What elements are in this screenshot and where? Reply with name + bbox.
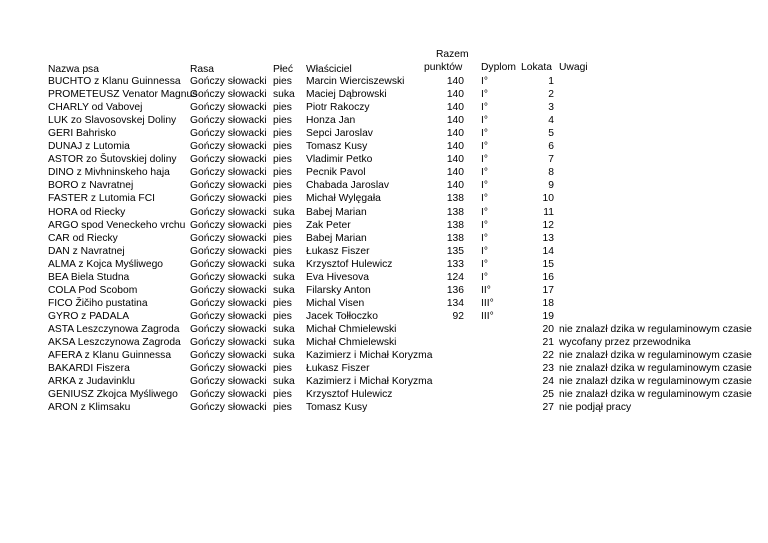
cell-points: 134 — [446, 297, 464, 309]
cell-diploma: I° — [481, 206, 488, 218]
cell-dog-name: LUK zo Slavosovskej Doliny — [48, 115, 177, 127]
cell-owner: Jacek Tołłoczko — [306, 310, 378, 322]
cell-diploma: I° — [481, 141, 488, 153]
cell-owner: Filarsky Anton — [306, 284, 371, 296]
cell-owner: Tomasz Kusy — [306, 141, 368, 153]
cell-sex: suka — [273, 284, 295, 296]
cell-notes: nie znalazł dzika w regulaminowym czasie — [559, 363, 752, 375]
cell-sex: pies — [273, 167, 292, 179]
cell-notes: wycofany przez przewodnika — [559, 337, 691, 348]
cell-diploma: I° — [481, 271, 488, 283]
cell-owner: Maciej Dąbrowski — [306, 89, 387, 101]
header-points-line1: Razem — [436, 49, 469, 60]
cell-dog-name: DINO z Mivhninskeho haja — [48, 167, 170, 179]
cell-sex: pies — [273, 363, 292, 375]
cell-place: 15 — [542, 258, 554, 270]
cell-place: 25 — [542, 389, 554, 401]
cell-sex: suka — [273, 89, 295, 101]
cell-breed: Gończy słowacki — [190, 350, 267, 362]
cell-points: 136 — [446, 284, 464, 296]
table-row — [0, 271, 768, 284]
cell-diploma: I° — [481, 89, 488, 101]
cell-points: 140 — [446, 141, 464, 153]
table-row — [0, 310, 768, 323]
header-points-line2: punktów — [424, 62, 463, 73]
cell-points: 140 — [446, 128, 464, 140]
cell-breed: Gończy słowacki — [190, 389, 267, 401]
cell-place: 23 — [542, 363, 554, 375]
cell-points: 92 — [452, 310, 464, 322]
cell-place: 11 — [543, 206, 554, 218]
cell-breed: Gończy słowacki — [190, 193, 267, 205]
cell-owner: Kazimierz i Michał Koryzma — [306, 350, 433, 362]
cell-diploma: I° — [481, 167, 488, 179]
table-row — [0, 388, 768, 401]
cell-notes: nie znalazł dzika w regulaminowym czasie — [559, 350, 752, 362]
cell-owner: Eva Hivesova — [306, 271, 369, 283]
table-row — [0, 258, 768, 271]
cell-place: 6 — [548, 141, 554, 153]
cell-place: 22 — [542, 350, 554, 362]
cell-sex: pies — [273, 128, 292, 140]
cell-breed: Gończy słowacki — [190, 363, 267, 375]
cell-place: 20 — [542, 323, 554, 335]
cell-sex: pies — [273, 389, 292, 401]
cell-place: 14 — [542, 245, 554, 257]
cell-owner: Babej Marian — [306, 232, 367, 244]
cell-sex: suka — [273, 337, 295, 348]
cell-owner: Michał Chmielewski — [306, 323, 397, 335]
cell-diploma: I° — [481, 76, 488, 87]
cell-breed: Gończy słowacki — [190, 76, 267, 87]
table-row — [0, 192, 768, 205]
cell-sex: suka — [273, 323, 295, 335]
cell-owner: Krzysztof Hulewicz — [306, 258, 393, 270]
cell-points: 135 — [446, 245, 464, 257]
cell-sex: pies — [273, 310, 292, 322]
table-row — [0, 101, 768, 114]
cell-diploma: I° — [481, 154, 488, 166]
cell-dog-name: FASTER z Lutomia FCI — [48, 193, 156, 205]
cell-dog-name: COLA Pod Scobom — [48, 284, 138, 296]
cell-breed: Gończy słowacki — [190, 402, 267, 414]
cell-sex: pies — [273, 102, 292, 114]
cell-place: 21 — [542, 337, 554, 348]
cell-breed: Gończy słowacki — [190, 310, 267, 322]
cell-sex: suka — [273, 206, 295, 218]
cell-owner: Pecnik Pavol — [306, 167, 366, 179]
table-row — [0, 323, 768, 336]
cell-sex: suka — [273, 376, 295, 388]
header-notes: Uwagi — [559, 62, 588, 73]
cell-dog-name: BORO z Navratnej — [48, 180, 134, 192]
cell-dog-name: DUNAJ z Lutomia — [48, 141, 130, 153]
cell-breed: Gończy słowacki — [190, 376, 267, 388]
header-name: Nazwa psa — [48, 64, 99, 75]
cell-breed: Gończy słowacki — [190, 284, 267, 296]
cell-breed: Gończy słowacki — [190, 323, 267, 335]
cell-points: 140 — [446, 102, 464, 114]
cell-owner: Michał Chmielewski — [306, 337, 397, 348]
table-row — [0, 206, 768, 219]
cell-breed: Gończy słowacki — [190, 141, 267, 153]
cell-place: 4 — [548, 115, 554, 127]
cell-owner: Tomasz Kusy — [306, 402, 368, 414]
cell-dog-name: ARGO spod Veneckeho vrchu — [48, 219, 186, 231]
cell-sex: pies — [273, 180, 292, 192]
table-row — [0, 179, 768, 192]
cell-diploma: I° — [481, 232, 488, 244]
cell-diploma: I° — [481, 193, 488, 205]
cell-place: 7 — [548, 154, 554, 166]
cell-dog-name: BUCHTO z Klanu Guinnessa — [48, 76, 181, 87]
cell-place: 10 — [542, 193, 554, 205]
cell-breed: Gończy słowacki — [190, 167, 267, 179]
cell-breed: Gończy słowacki — [190, 337, 267, 348]
header-sex: Płeć — [273, 64, 294, 75]
cell-sex: pies — [273, 193, 292, 205]
cell-sex: suka — [273, 258, 295, 270]
cell-place: 19 — [542, 310, 554, 322]
cell-dog-name: GYRO z PADALA — [48, 310, 130, 322]
cell-notes: nie podjął pracy — [559, 402, 632, 414]
cell-dog-name: AKSA Leszczynowa Zagroda — [48, 337, 181, 348]
cell-dog-name: GERI Bahrisko — [48, 128, 117, 140]
cell-dog-name: FICO Žičiho pustatina — [48, 297, 148, 309]
cell-diploma: I° — [481, 102, 488, 114]
cell-place: 12 — [542, 219, 554, 231]
cell-sex: pies — [273, 232, 292, 244]
table-row — [0, 153, 768, 166]
cell-dog-name: CHARLY od Vabovej — [48, 102, 143, 114]
cell-dog-name: PROMETEUSZ Venator Magnus — [48, 89, 198, 101]
table-row — [0, 166, 768, 179]
cell-breed: Gończy słowacki — [190, 102, 267, 114]
header-diploma: Dyplom — [481, 62, 516, 73]
cell-place: 2 — [548, 89, 554, 101]
table-row — [0, 232, 768, 245]
cell-notes: nie znalazł dzika w regulaminowym czasie — [559, 389, 752, 401]
cell-dog-name: GENIUSZ Zkojca Myśliwego — [48, 389, 178, 401]
cell-place: 17 — [542, 284, 554, 296]
cell-breed: Gończy słowacki — [190, 219, 267, 231]
table-row — [0, 297, 768, 310]
cell-dog-name: BAKARDI Fiszera — [48, 363, 130, 375]
cell-dog-name: BEA Biela Studna — [48, 271, 130, 283]
header-place: Lokata — [521, 62, 552, 73]
cell-owner: Krzysztof Hulewicz — [306, 389, 393, 401]
cell-owner: Łukasz Fiszer — [306, 363, 370, 375]
cell-owner: Kazimierz i Michał Koryzma — [306, 376, 433, 388]
cell-points: 124 — [446, 271, 464, 283]
cell-points: 140 — [446, 115, 464, 127]
cell-sex: pies — [273, 402, 292, 414]
cell-dog-name: ALMA z Kojca Myśliwego — [48, 258, 164, 270]
cell-breed: Gończy słowacki — [190, 128, 267, 140]
cell-diploma: I° — [481, 115, 488, 127]
cell-sex: suka — [273, 350, 295, 362]
cell-breed: Gończy słowacki — [190, 89, 267, 101]
cell-place: 13 — [542, 232, 554, 244]
cell-diploma: I° — [481, 245, 488, 257]
cell-place: 27 — [542, 402, 554, 414]
cell-sex: pies — [273, 245, 292, 257]
cell-dog-name: AFERA z Klanu Guinnessa — [48, 350, 172, 362]
cell-sex: pies — [273, 154, 292, 166]
cell-owner: Michał Wylęgała — [306, 193, 381, 205]
table-row — [0, 127, 768, 140]
cell-dog-name: ASTA Leszczynowa Zagroda — [48, 323, 180, 335]
header-breed: Rasa — [190, 64, 215, 75]
cell-points: 140 — [446, 180, 464, 192]
cell-place: 1 — [548, 76, 554, 87]
table-row — [0, 219, 768, 232]
cell-owner: Marcin Wierciszewski — [306, 76, 405, 87]
cell-sex: pies — [273, 76, 292, 87]
cell-diploma: I° — [481, 180, 488, 192]
table-row — [0, 336, 768, 349]
table-row — [0, 114, 768, 127]
cell-owner: Sepci Jaroslav — [306, 128, 373, 140]
table-row — [0, 362, 768, 375]
cell-breed: Gończy słowacki — [190, 245, 267, 257]
cell-breed: Gończy słowacki — [190, 258, 267, 270]
cell-owner: Piotr Rakoczy — [306, 102, 370, 114]
table-row — [0, 245, 768, 258]
cell-sex: pies — [273, 115, 292, 127]
cell-owner: Honza Jan — [306, 115, 356, 127]
cell-sex: pies — [273, 141, 292, 153]
cell-owner: Chabada Jaroslav — [306, 180, 389, 192]
cell-points: 140 — [446, 76, 464, 87]
cell-points: 138 — [446, 219, 464, 231]
cell-breed: Gończy słowacki — [190, 115, 267, 127]
cell-points: 140 — [446, 167, 464, 179]
cell-breed: Gończy słowacki — [190, 180, 267, 192]
table-row — [0, 88, 768, 101]
cell-breed: Gończy słowacki — [190, 297, 267, 309]
cell-dog-name: CAR od Riecky — [48, 232, 118, 244]
cell-place: 8 — [548, 167, 554, 179]
cell-owner: Łukasz Fiszer — [306, 245, 370, 257]
cell-dog-name: ASTOR zo Šutovskiej doliny — [48, 154, 177, 166]
cell-dog-name: ARKA z Judavinklu — [48, 376, 135, 388]
cell-place: 16 — [542, 271, 554, 283]
table-row — [0, 75, 768, 88]
cell-diploma: III° — [481, 297, 494, 309]
cell-owner: Zak Peter — [306, 219, 351, 231]
cell-breed: Gończy słowacki — [190, 271, 267, 283]
table-row — [0, 375, 768, 388]
cell-diploma: I° — [481, 128, 488, 140]
cell-place: 5 — [548, 128, 554, 140]
cell-notes: nie znalazł dzika w regulaminowym czasie — [559, 376, 752, 388]
table-row — [0, 349, 768, 362]
cell-sex: pies — [273, 219, 292, 231]
cell-breed: Gończy słowacki — [190, 206, 267, 218]
cell-owner: Babej Marian — [306, 206, 367, 218]
cell-points: 138 — [446, 206, 464, 218]
cell-points: 133 — [446, 258, 464, 270]
cell-breed: Gończy słowacki — [190, 154, 267, 166]
cell-sex: pies — [273, 297, 292, 309]
cell-dog-name: DAN z Navratnej — [48, 245, 125, 257]
cell-owner: Michal Visen — [306, 297, 365, 309]
cell-diploma: II° — [481, 284, 491, 296]
cell-points: 138 — [446, 193, 464, 205]
table-row — [0, 284, 768, 297]
cell-diploma: I° — [481, 219, 488, 231]
cell-notes: nie znalazł dzika w regulaminowym czasie — [559, 323, 752, 335]
cell-dog-name: HORA od Riecky — [48, 206, 126, 218]
cell-points: 140 — [446, 154, 464, 166]
cell-dog-name: ARON z Klimsaku — [48, 402, 131, 414]
header-owner: Właściciel — [306, 64, 352, 75]
cell-points: 140 — [446, 89, 464, 101]
cell-place: 24 — [542, 376, 554, 388]
cell-points: 138 — [446, 232, 464, 244]
cell-diploma: III° — [481, 310, 494, 322]
cell-place: 18 — [542, 297, 554, 309]
table-row — [0, 140, 768, 153]
cell-owner: Vladimir Petko — [306, 154, 373, 166]
cell-diploma: I° — [481, 258, 488, 270]
cell-sex: suka — [273, 271, 295, 283]
cell-place: 9 — [548, 180, 554, 192]
table-row — [0, 401, 768, 414]
cell-place: 3 — [548, 102, 554, 114]
cell-breed: Gończy słowacki — [190, 232, 267, 244]
